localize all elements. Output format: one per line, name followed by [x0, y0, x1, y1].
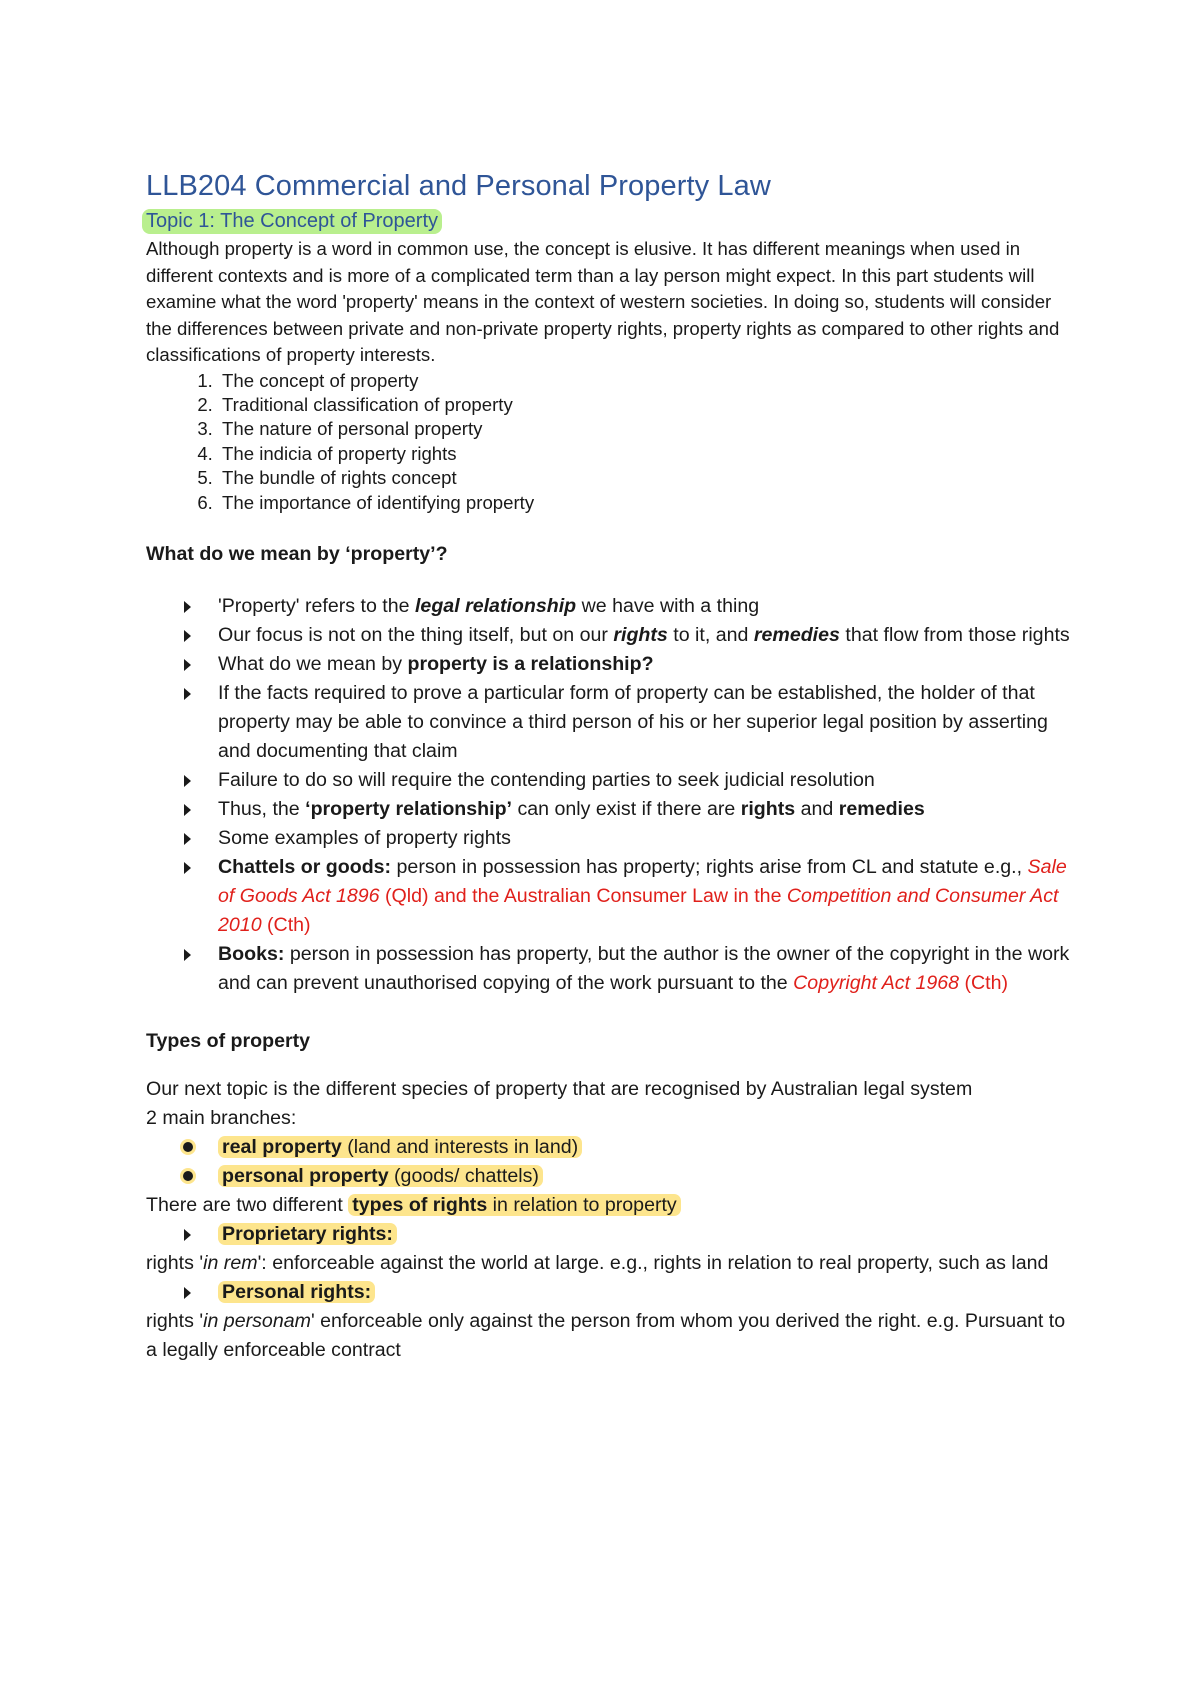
- arrow-bullet-icon: [184, 630, 191, 642]
- list-item: personal property (goods/ chattels): [218, 1162, 1080, 1191]
- arrow-bullet-icon: [184, 688, 191, 700]
- arrow-bullet-icon: [184, 833, 191, 845]
- topic-heading: Topic 1: The Concept of Property: [142, 209, 442, 234]
- meaning-heading: What do we mean by ‘property’?: [146, 542, 448, 565]
- list-item: If the facts required to prove a particular form of property can be established, the holder of that property may be able to convince a third person of his or her superior legal position by asserting and documenting that claim: [218, 679, 1080, 766]
- personal-rights-heading: Personal rights:: [146, 1278, 1080, 1307]
- list-item: real property (land and interests in land): [218, 1133, 1080, 1162]
- arrow-bullet-icon: [184, 775, 191, 787]
- topic-list-item: 4. The indicia of property rights: [218, 442, 1080, 466]
- arrow-bullet-icon: [184, 601, 191, 613]
- list-item: 'Property' refers to the legal relationship we have with a thing: [218, 592, 1080, 621]
- topic-list-item: 5. The bundle of rights concept: [218, 466, 1080, 490]
- bullet-dot-icon: [183, 1142, 193, 1152]
- arrow-bullet-icon: [184, 804, 191, 816]
- proprietary-rights-text: rights 'in rem': enforceable against the world at large. e.g., rights in relation to real property, such as land: [146, 1251, 1049, 1274]
- branches-list: [146, 1133, 1080, 1191]
- types-paragraph: Our next topic is the different species of property that are recognised by Australian legal system: [146, 1077, 973, 1100]
- topic-list-item: 1. The concept of property: [218, 369, 1080, 393]
- arrow-bullet-icon: [184, 949, 191, 961]
- rights-intro: There are two different types of rights in relation to property: [146, 1191, 1080, 1220]
- statute-reference: Sale of Goods Act 1896: [218, 855, 1067, 907]
- document-title: LLB204 Commercial and Personal Property Law: [146, 170, 771, 202]
- branches-label: 2 main branches:: [146, 1106, 297, 1129]
- arrow-bullet-icon: [184, 659, 191, 671]
- statute-reference: Copyright Act 1968: [793, 971, 960, 994]
- topic-list-item: 3. The nature of personal property: [218, 417, 1080, 441]
- topic-list: [146, 369, 1080, 515]
- proprietary-rights-heading: Proprietary rights:: [146, 1220, 1080, 1249]
- arrow-bullet-icon: [184, 862, 191, 874]
- arrow-bullet-icon: [184, 1229, 191, 1241]
- personal-rights-text: rights 'in personam' enforceable only against the person from whom you derived the right. e.g. Pursuant to a legally enforceable contract: [146, 1309, 1066, 1361]
- meaning-list: [146, 592, 1080, 998]
- arrow-bullet-icon: [184, 1287, 191, 1299]
- statute-reference: Competition and Consumer Act 2010: [218, 884, 1059, 936]
- list-item: Our focus is not on the thing itself, but on our rights to it, and remedies that flow from those rights: [218, 621, 1080, 650]
- intro-paragraph: Although property is a word in common use, the concept is elusive. It has different meanings when used in different contexts and is more of a complicated term than a lay person might expect. In this part students will examine what the word 'property' means in the context of western societies. In doing so, students will consider the differences between private and non-private property rights, property rights as compared to other rights and classifications of property interests.: [146, 238, 1060, 365]
- types-heading: Types of property: [146, 1029, 311, 1052]
- topic-list-item: 6. The importance of identifying property: [218, 491, 1080, 515]
- list-item: What do we mean by property is a relationship?: [218, 650, 1080, 679]
- topic-list-item: 2. Traditional classification of property: [218, 393, 1080, 417]
- bullet-dot-icon: [183, 1171, 193, 1181]
- list-item: Failure to do so will require the contending parties to seek judicial resolution: [218, 766, 1080, 795]
- list-item: Chattels or goods: person in possession has property; rights arise from CL and statute e.g., Sale of Goods Act 1896 (Qld) and the Australian Consumer Law in the Competition and Consumer Act 2010 (Cth): [218, 853, 1080, 940]
- list-item: Thus, the ‘property relationship’ can only exist if there are rights and remedies: [218, 795, 1080, 824]
- list-item: Some examples of property rights: [218, 824, 1080, 853]
- list-item: Books: person in possession has property, but the author is the owner of the copyright in the work and can prevent unauthorised copying of the work pursuant to the Copyright Act 1968 (Cth): [218, 940, 1080, 998]
